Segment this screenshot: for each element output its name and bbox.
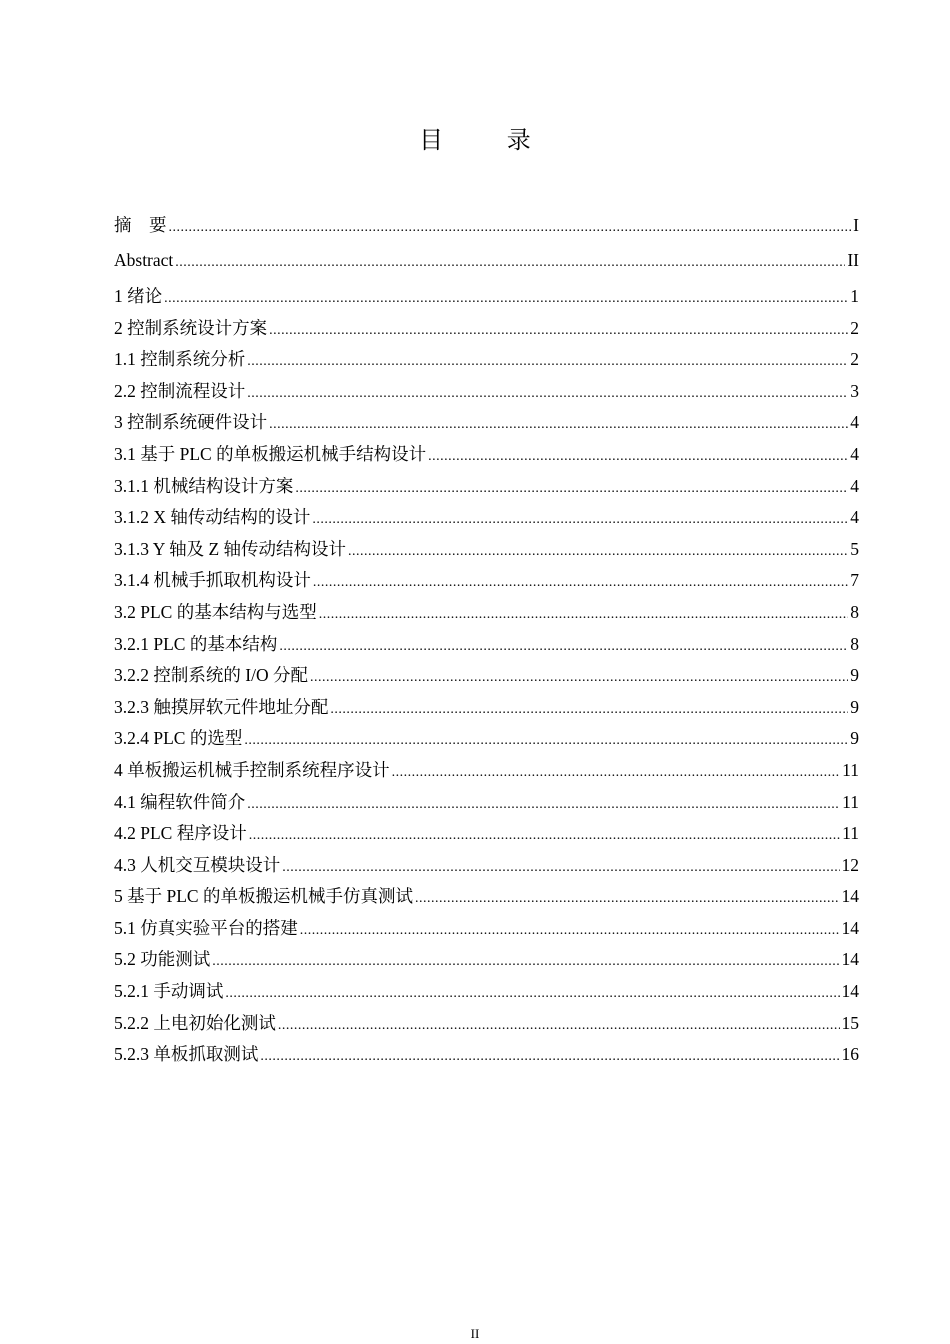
dot-leader	[244, 733, 848, 749]
toc-entry-page: 8	[850, 633, 859, 654]
toc-entry-label: 5.1 仿真实验平台的搭建	[114, 917, 298, 938]
toc-entry-label: 5 基于 PLC 的单板搬运机械手仿真测试	[114, 886, 413, 907]
toc-entry[interactable]	[114, 946, 859, 978]
toc-entry-label: 1 绪论	[114, 286, 163, 306]
dot-leader	[319, 607, 849, 623]
dot-leader	[279, 639, 848, 655]
toc-entry-label: 3.2 PLC 的基本结构与选型	[114, 601, 317, 622]
toc-entry-label: 2.2 控制流程设计	[114, 380, 246, 401]
toc-entry-page: 11	[842, 759, 859, 780]
toc-entry-page: 4	[850, 507, 859, 528]
dot-leader	[225, 986, 839, 1002]
dot-leader	[175, 255, 845, 271]
toc-entry-label: 5.2.2 上电初始化测试	[114, 1012, 276, 1033]
toc-entry-page: 4	[850, 412, 859, 433]
toc-entry[interactable]	[114, 346, 859, 378]
toc-entry-label: Abstract	[114, 250, 174, 270]
toc-entry-label: 3.1.3 Y 轴及 Z 轴传动结构设计	[114, 538, 347, 559]
toc-entry-page: 15	[841, 1012, 859, 1033]
toc-entry[interactable]	[114, 789, 859, 821]
toc-entry[interactable]	[114, 1010, 859, 1042]
dot-leader	[269, 323, 848, 339]
toc-entry[interactable]	[114, 504, 859, 536]
toc-entry-page: 2	[850, 349, 859, 370]
dot-leader	[278, 1018, 840, 1034]
toc-entry-page: 14	[841, 981, 859, 1002]
dot-leader	[312, 512, 848, 528]
dot-leader	[249, 828, 840, 844]
toc-entry[interactable]	[114, 599, 859, 631]
toc-entry[interactable]	[114, 378, 859, 410]
toc-entry-page: 14	[841, 886, 859, 907]
toc-entry-label: 3.1 基于 PLC 的单板搬运机械手结构设计	[114, 443, 427, 464]
dot-leader	[260, 1049, 839, 1065]
toc-entry-page: 16	[841, 1044, 859, 1065]
toc-entry[interactable]	[114, 409, 859, 441]
toc-entry[interactable]	[114, 694, 859, 726]
toc-entry-label: 3.1.1 机械结构设计方案	[114, 475, 294, 496]
dot-leader	[300, 923, 840, 939]
toc-entry-page: 14	[841, 917, 859, 938]
toc-entry[interactable]	[114, 567, 859, 599]
toc-entry-page: 11	[842, 791, 859, 812]
page-title: 目 录	[419, 126, 559, 154]
toc-entry-page: 4	[850, 475, 859, 496]
dot-leader	[415, 891, 840, 907]
dot-leader	[392, 765, 841, 781]
dot-leader	[247, 354, 848, 370]
toc-entry[interactable]	[114, 725, 859, 757]
toc-entry-label: 4 单板搬运机械手控制系统程序设计	[114, 759, 390, 780]
toc-entry[interactable]	[114, 283, 859, 315]
table-of-contents	[114, 212, 859, 1076]
dot-leader	[247, 386, 848, 402]
dot-leader	[428, 449, 848, 465]
toc-entry[interactable]	[114, 536, 859, 568]
toc-entry-label: 4.1 编程软件简介	[114, 791, 246, 812]
toc-entry-label: 3.2.3 触摸屏软元件地址分配	[114, 696, 329, 717]
toc-entry-label: 3.1.2 X 轴传动结构的设计	[114, 507, 311, 528]
toc-entry-page: 11	[842, 823, 859, 844]
toc-entry[interactable]	[114, 473, 859, 505]
toc-entry-label: 4.3 人机交互模块设计	[114, 854, 281, 875]
toc-entry[interactable]	[114, 915, 859, 947]
dot-leader	[295, 481, 848, 497]
toc-entry[interactable]	[114, 250, 859, 283]
toc-entry-label: 5.2.1 手动调试	[114, 981, 224, 1002]
dot-leader	[212, 954, 839, 970]
toc-entry-page: 2	[850, 317, 859, 338]
toc-entry-page: 8	[850, 601, 859, 622]
toc-entry-page: I	[853, 215, 859, 235]
toc-entry[interactable]	[114, 820, 859, 852]
toc-entry-page: II	[847, 250, 859, 270]
toc-entry[interactable]	[114, 441, 859, 473]
toc-entry[interactable]	[114, 757, 859, 789]
toc-entry-page: 9	[850, 728, 859, 749]
toc-entry[interactable]	[114, 883, 859, 915]
toc-entry[interactable]	[114, 1041, 859, 1076]
toc-entry-label: 4.2 PLC 程序设计	[114, 823, 247, 844]
dot-leader	[247, 797, 840, 813]
toc-entry-label: 3.2.4 PLC 的选型	[114, 728, 243, 749]
toc-entry-label: 1.1 控制系统分析	[114, 349, 246, 370]
toc-entry[interactable]	[114, 631, 859, 663]
toc-entry-page: 9	[850, 665, 859, 686]
toc-entry-page: 3	[850, 380, 859, 401]
toc-entry-page: 1	[850, 286, 859, 306]
toc-entry-page: 4	[850, 443, 859, 464]
dot-leader	[269, 417, 848, 433]
toc-entry-page: 7	[850, 570, 859, 591]
dot-leader	[169, 220, 852, 236]
dot-leader	[164, 291, 848, 307]
toc-entry-label: 5.2.3 单板抓取测试	[114, 1044, 259, 1065]
dot-leader	[348, 544, 848, 560]
toc-entry[interactable]	[114, 315, 859, 347]
toc-entry-label: 3.1.4 机械手抓取机构设计	[114, 570, 311, 591]
dot-leader	[282, 860, 839, 876]
toc-entry-page: 9	[850, 696, 859, 717]
dot-leader	[330, 702, 848, 718]
dot-leader	[313, 575, 848, 591]
toc-entry[interactable]	[114, 978, 859, 1010]
toc-entry-label: 3 控制系统硬件设计	[114, 412, 268, 433]
toc-entry[interactable]	[114, 212, 859, 250]
toc-entry-page: 14	[841, 949, 859, 970]
toc-entry-label: 摘 要	[114, 215, 167, 235]
toc-entry-label: 3.2.1 PLC 的基本结构	[114, 633, 278, 654]
toc-entry-label: 5.2 功能测试	[114, 949, 211, 970]
dot-leader	[310, 670, 848, 686]
toc-entry[interactable]	[114, 662, 859, 694]
toc-entry-page: 12	[841, 854, 859, 875]
toc-entry-page: 5	[850, 538, 859, 559]
toc-entry[interactable]	[114, 852, 859, 884]
toc-entry-label: 2 控制系统设计方案	[114, 317, 268, 338]
page-number: II	[470, 1326, 480, 1341]
toc-entry-label: 3.2.2 控制系统的 I/O 分配	[114, 665, 308, 686]
